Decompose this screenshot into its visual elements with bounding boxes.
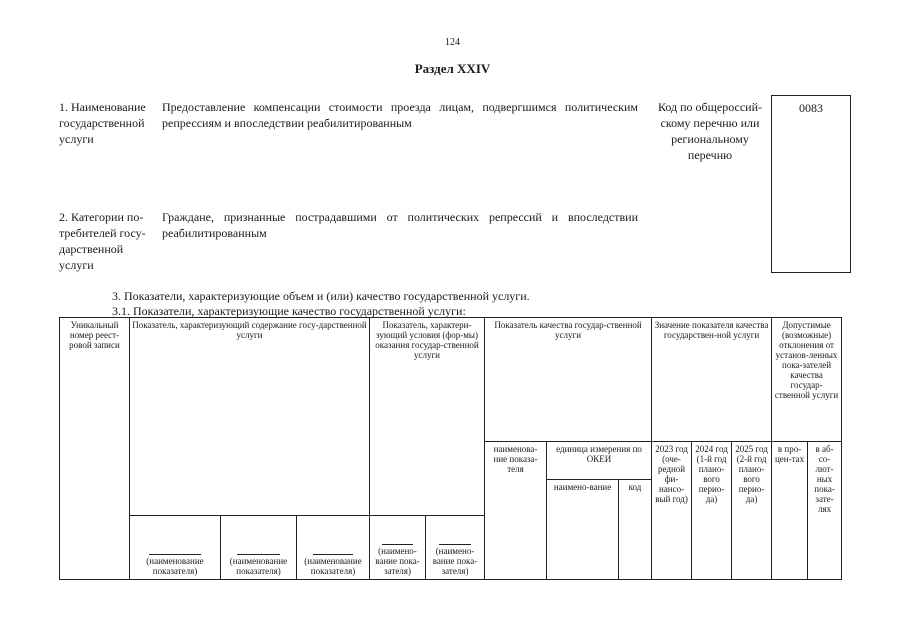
year-2025-header: 2025 год (2-й год плано-вого перио-да) <box>732 442 772 580</box>
categories-label: 2. Категории по-требителей госу-дарственной услуги <box>59 210 146 272</box>
indicators-subheading: 3.1. Показатели, характеризующие качество государственной услуги: <box>112 304 466 318</box>
code-box <box>771 95 851 273</box>
conditions-subheader-1: (наимено-вание пока-зателя) <box>370 516 426 580</box>
deviation-percent-header: в про-цен-тах <box>772 442 808 580</box>
section-title: Раздел XXIV <box>414 61 491 76</box>
code-label: Код по общероссий-скому перечню или региональному перечню <box>657 100 763 162</box>
categories-value: Граждане, признанные пострадавшими от политических репрессий и впоследствии реабилитированным <box>162 210 638 240</box>
content-indicator-header: Показатель, характеризующий содержание госу-дарственной услуги <box>130 318 370 516</box>
indicators-heading: 3. Показатели, характеризующие объем и (или) качество государственной услуги. <box>112 289 530 303</box>
okei-unit-header: единица измерения по ОКЕИ <box>547 442 652 480</box>
quality-indicator-header: Показатель качества государ-ственной услуги <box>485 318 652 442</box>
okei-code-header: код <box>619 480 652 580</box>
conditions-indicator-header: Показатель, характери-зующий условия (фор-мы) оказания государ-ственной услуги <box>370 318 485 516</box>
quality-name-header: наименова-ние показа-теля <box>485 442 547 580</box>
indicator-value-header: Значение показателя качества государствен-ной услуги <box>652 318 772 442</box>
deviation-absolute-header: в аб-со-лют-ных пока-зате-лях <box>808 442 842 580</box>
conditions-subheader-2: (наимено-вание пока-зателя) <box>426 516 485 580</box>
okei-name-header: наимено-вание <box>547 480 619 580</box>
content-subheader-3: (наименование показателя) <box>297 516 370 580</box>
content-subheader-2: (наименование показателя) <box>221 516 297 580</box>
page-number: 124 <box>445 37 460 48</box>
service-name-label: 1. Наименование государственной услуги <box>59 100 146 146</box>
quality-indicators-table <box>59 317 842 580</box>
registry-number-header: Уникальный номер реест-ровой записи <box>60 318 130 580</box>
code-value: 0083 <box>799 101 823 115</box>
service-name-value: Предоставление компенсации стоимости проезда лицам, подвергшимся политическим репрессиям и впоследствии реабилитированным <box>162 100 638 130</box>
year-2024-header: 2024 год (1-й год плано-вого перио-да) <box>692 442 732 580</box>
year-2023-header: 2023 год (оче-редной фи-нансо-вый год) <box>652 442 692 580</box>
allowed-deviation-header: Допустимые (возможные) отклонения от установ-ленных пока-зателей качества государ-ственной услуги <box>772 318 842 442</box>
content-subheader-1: (наименование показателя) <box>130 516 221 580</box>
